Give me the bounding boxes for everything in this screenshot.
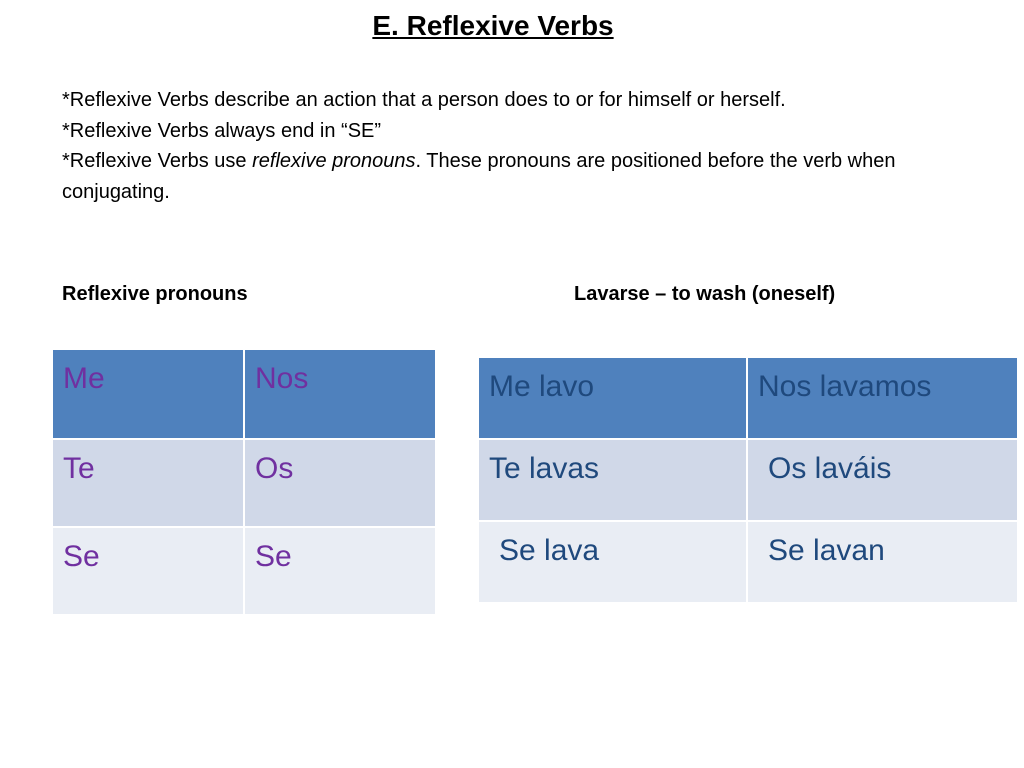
table-cell: Se lava [478, 521, 747, 603]
table-row [478, 521, 1018, 603]
lavarse-conjugation-table [477, 356, 1019, 604]
table-cell: Se [52, 527, 244, 615]
intro-line-pronouns-start: *Reflexive Verbs use [62, 150, 253, 172]
table-row [52, 349, 436, 439]
table-cell: Me [52, 349, 244, 439]
table-cell: Os [244, 439, 436, 527]
intro-line-ending: *Reflexive Verbs always end in “SE” [62, 119, 382, 142]
reflexive-pronouns-label: Reflexive pronouns [62, 283, 248, 305]
table-row [52, 439, 436, 527]
reflexive-pronouns-table [51, 348, 437, 616]
lavarse-label: Lavarse – to wash (oneself) [574, 283, 836, 305]
table-cell: Nos [244, 349, 436, 439]
table-cell: Se lavan [747, 521, 1018, 603]
table-cell: Os laváis [747, 439, 1018, 521]
table-cell: Se [244, 527, 436, 615]
intro-line-pronouns-end: . These pronouns are positioned before the verb when conjugating. [62, 150, 896, 203]
intro-text [62, 85, 962, 207]
slide-title: E. Reflexive Verbs [372, 10, 614, 41]
table-cell: Te lavas [478, 439, 747, 521]
table-cell: Nos lavamos [747, 357, 1018, 439]
intro-line-definition: *Reflexive Verbs describe an action that a person does to or for himself or herself. [62, 89, 786, 111]
table-row [478, 357, 1018, 439]
intro-reflexive-pronouns-term: reflexive pronouns [252, 150, 416, 172]
table-cell: Me lavo [478, 357, 747, 439]
table-row [478, 439, 1018, 521]
intro-line-pronouns [62, 146, 962, 207]
table-row [52, 527, 436, 615]
table-cell: Te [52, 439, 244, 527]
